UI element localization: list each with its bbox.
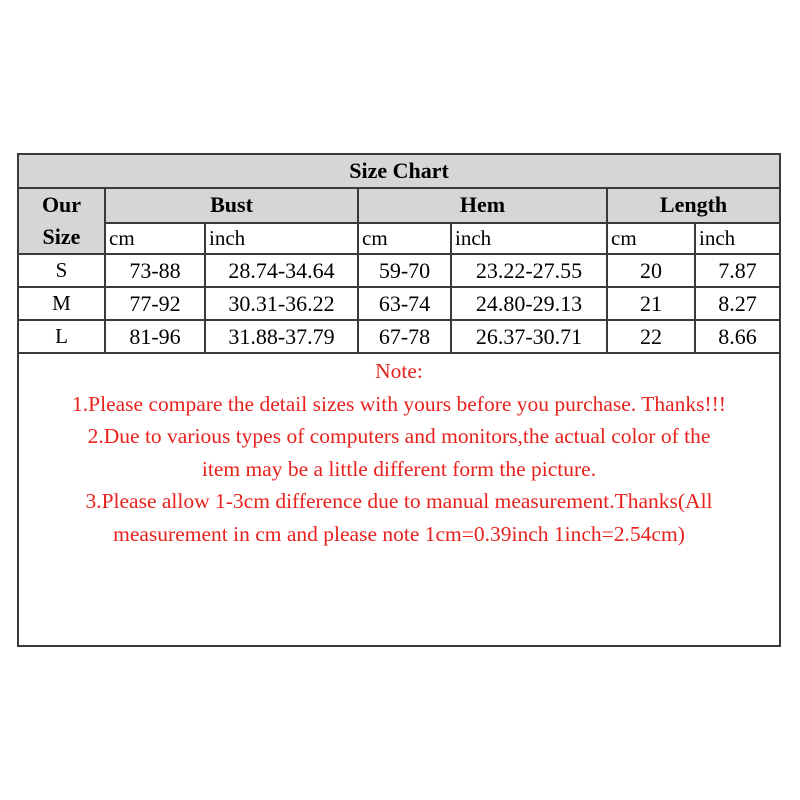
bust-cm-cell: 77-92 (105, 287, 205, 320)
bust-inch-cell: 28.74-34.64 (205, 254, 358, 287)
hem-header: Hem (358, 188, 607, 223)
length-inch-cell: 7.87 (695, 254, 779, 287)
notes-block (19, 355, 779, 550)
size-label: S (19, 254, 105, 287)
hem-cm-cell: 59-70 (358, 254, 451, 287)
bust-header: Bust (105, 188, 358, 223)
note-heading: Note: (375, 359, 423, 383)
our-size-header (19, 188, 105, 254)
hem-cm-cell: 67-78 (358, 320, 451, 353)
unit-cell: cm (358, 223, 451, 254)
our-size-header-line1: Our (41, 192, 82, 217)
bust-cm-cell: 81-96 (105, 320, 205, 353)
note-line: item may be a little different form the picture. (201, 456, 597, 481)
unit-row (19, 223, 779, 254)
unit-cell: cm (105, 223, 205, 254)
note-line: 2.Due to various types of computers and monitors,the actual color of the (87, 424, 711, 448)
chart-title: Size Chart (19, 155, 779, 188)
hem-inch-cell: 23.22-27.55 (451, 254, 607, 287)
size-label: L (19, 320, 105, 353)
note-line: measurement in cm and please note 1cm=0.39inch 1inch=2.54cm) (113, 521, 685, 546)
size-chart-sheet (17, 153, 781, 647)
bust-cm-cell: 73-88 (105, 254, 205, 287)
note-line: 3.Please allow 1-3cm difference due to manual measurement.Thanks(All (85, 489, 713, 513)
length-header: Length (607, 188, 779, 223)
hem-inch-cell: 26.37-30.71 (451, 320, 607, 353)
unit-cell: inch (695, 223, 779, 254)
length-inch-cell: 8.66 (695, 320, 779, 353)
our-size-header-line2: Size (42, 224, 81, 249)
table-row (19, 320, 779, 353)
table-row (19, 287, 779, 320)
hem-cm-cell: 63-74 (358, 287, 451, 320)
bust-inch-cell: 31.88-37.79 (205, 320, 358, 353)
size-label: M (19, 287, 105, 320)
title-row (19, 155, 779, 188)
bust-inch-cell: 30.31-36.22 (205, 287, 358, 320)
header-row (19, 188, 779, 223)
unit-cell: cm (607, 223, 695, 254)
size-chart-table (19, 155, 779, 354)
unit-cell: inch (451, 223, 607, 254)
hem-inch-cell: 24.80-29.13 (451, 287, 607, 320)
unit-cell: inch (205, 223, 358, 254)
note-line: 1.Please compare the detail sizes with yours before you purchase. Thanks!!! (72, 391, 726, 416)
length-cm-cell: 22 (607, 320, 695, 353)
length-cm-cell: 20 (607, 254, 695, 287)
length-cm-cell: 21 (607, 287, 695, 320)
length-inch-cell: 8.27 (695, 287, 779, 320)
table-row (19, 254, 779, 287)
